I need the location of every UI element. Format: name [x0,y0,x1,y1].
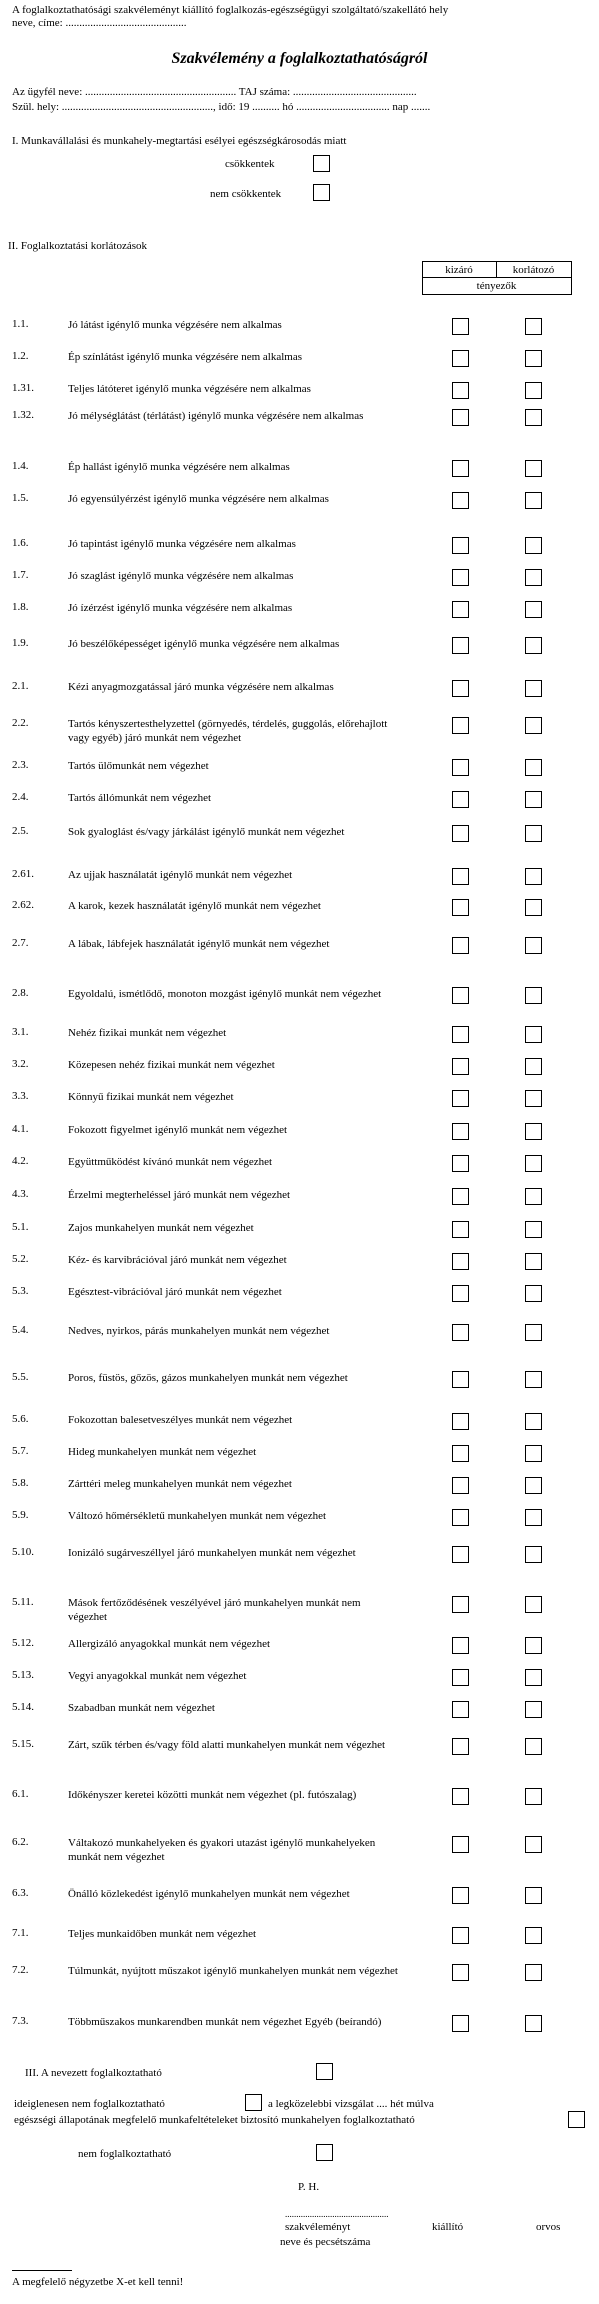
row-number: 2.1. [12,680,29,692]
row-text: Önálló közlekedést igénylő munkahelyen munkát nem végezhet [68,1888,350,1900]
row-text: Tartós állómunkát nem végezhet [68,792,212,804]
checkbox-exclusive[interactable] [452,537,469,554]
checkbox-exclusive[interactable] [452,1285,469,1302]
checkbox-exclusive[interactable] [452,1546,469,1563]
row-number: 5.7. [12,1445,29,1457]
checkbox-limiting[interactable] [525,1188,542,1205]
checkbox-limiting[interactable] [525,791,542,808]
row-text: Nehéz fizikai munkát nem végezhet [68,1027,227,1039]
signature-line: .............................................. [285,2209,389,2219]
row-number: 7.1. [12,1927,29,1939]
row-text: A karok, kezek használatát igénylő munkát nem végezhet [68,900,321,912]
row-text: Könnyű fizikai munkát nem végezhet [68,1091,234,1103]
row-text: Váltakozó munkahelyeken és gyakori utazást igénylő munkahelyeken munkát nem végezhet [68,1837,376,1863]
checkbox-limiting[interactable] [525,1413,542,1430]
checkbox-exclusive[interactable] [452,409,469,426]
checkbox-limiting[interactable] [525,759,542,776]
row-number: 5.8. [12,1477,29,1489]
not-employable-label: nem foglalkoztatható [78,2148,172,2160]
checkbox-exclusive[interactable] [452,492,469,509]
footnote: A megfelelő négyzetbe X-et kell tenni! [12,2276,184,2288]
row-text: Tartós ülőmunkát nem végezhet [68,760,209,772]
provider-name-line: neve, címe: ............................................ [12,17,187,29]
row-text: Jó beszélőképességet igénylő munka végzésére nem alkalmas [68,638,340,650]
checkbox-limiting[interactable] [525,899,542,916]
row-number: 7.2. [12,1964,29,1976]
checkbox-exclusive[interactable] [452,1324,469,1341]
row-number: 5.10. [12,1546,34,1558]
provider-line: A foglalkoztathatósági szakvéleményt kiállító foglalkozás-egészségügyi szolgáltató/szakellátó hely [12,4,449,16]
row-text: Vegyi anyagokkal munkát nem végezhet [68,1670,247,1682]
row-text: Érzelmi megterheléssel járó munkát nem végezhet [68,1189,291,1201]
row-number: 5.14. [12,1701,34,1713]
checkbox-exclusive[interactable] [452,759,469,776]
checkbox-temporary-not-employable[interactable] [245,2094,262,2111]
checkbox-limiting[interactable] [525,1836,542,1853]
checkbox-exclusive[interactable] [452,569,469,586]
checkbox-exclusive[interactable] [452,1596,469,1613]
row-number: 2.4. [12,791,29,803]
checkbox-limiting[interactable] [525,2015,542,2032]
checkbox-limiting[interactable] [525,637,542,654]
checkbox-exclusive[interactable] [452,1445,469,1462]
checkbox-limiting[interactable] [525,1546,542,1563]
checkbox-reduced[interactable] [313,155,330,172]
row-text: Fokozott figyelmet igénylő munkát nem végezhet [68,1124,288,1136]
row-number: 5.4. [12,1324,29,1336]
checkbox-conditional-employable[interactable] [568,2111,585,2128]
checkbox-exclusive[interactable] [452,791,469,808]
checkbox-limiting[interactable] [525,825,542,842]
checkbox-limiting[interactable] [525,937,542,954]
checkbox-exclusive[interactable] [452,1253,469,1270]
checkbox-exclusive[interactable] [452,1090,469,1107]
row-text: Ép hallást igénylő munka végzésére nem alkalmas [68,461,290,473]
row-text: Tartós kényszertesthelyzettel (görnyedés, térdelés, guggolás, előrehajlott vagy egyéb) járó munkát nem végezhet [68,718,388,744]
row-number: 2.5. [12,825,29,837]
row-text: Kéz- és karvibrációval járó munkát nem végezhet [68,1254,287,1266]
section1-heading: I. Munkavállalási és munkahely-megtartási esélyei egészségkárosodás miatt [12,135,347,147]
checkbox-limiting[interactable] [525,1788,542,1805]
checkbox-limiting[interactable] [525,868,542,885]
checkbox-exclusive[interactable] [452,1221,469,1238]
checkbox-limiting[interactable] [525,409,542,426]
row-text: Jó látást igénylő munka végzésére nem alkalmas [68,319,282,331]
checkbox-exclusive[interactable] [452,1371,469,1388]
checkbox-exclusive[interactable] [452,1509,469,1526]
row-number: 5.11. [12,1596,34,1608]
row-number: 2.3. [12,759,29,771]
checkbox-exclusive[interactable] [452,637,469,654]
checkbox-exclusive[interactable] [452,1701,469,1718]
row-number: 1.5. [12,492,29,504]
checkbox-limiting[interactable] [525,680,542,697]
row-text: Közepesen nehéz fizikai munkát nem végezhet [68,1059,275,1071]
checkbox-exclusive[interactable] [452,350,469,367]
row-number: 5.9. [12,1509,29,1521]
checkbox-limiting[interactable] [525,987,542,1004]
row-text: Többműszakos munkarendben munkát nem végezhet Egyéb (beírandó) [68,2016,382,2028]
conditional-employable-label: egészségi állapotának megfelelő munkafeltételeket biztosító munkahelyen foglalkoztatható [14,2114,415,2126]
checkbox-exclusive[interactable] [452,1477,469,1494]
checkbox-limiting[interactable] [525,492,542,509]
checkbox-limiting[interactable] [525,1026,542,1043]
page-title: Szakvélemény a foglalkoztathatóságról [171,50,428,67]
row-number: 2.61. [12,868,34,880]
row-text: Zárttéri meleg munkahelyen munkát nem végezhet [68,1478,292,1490]
checkbox-exclusive[interactable] [452,899,469,916]
checkbox-exclusive[interactable] [452,1738,469,1755]
checkbox-limiting[interactable] [525,1596,542,1613]
row-text: Mások fertőződésének veszélyével járó munkahelyen munkát nem végezhet [68,1597,361,1623]
row-text: Jó mélységlátást (térlátást) igénylő munka végzésére nem alkalmas [68,410,364,422]
checkbox-exclusive[interactable] [452,717,469,734]
checkbox-limiting[interactable] [525,382,542,399]
row-text: Ép színlátást igénylő munka végzésére nem alkalmas [68,351,302,363]
row-number: 6.1. [12,1788,29,1800]
row-text: Fokozottan balesetveszélyes munkát nem végezhet [68,1414,293,1426]
signature-label-doctor: orvos [536,2221,561,2233]
signature-label-issuer: kiállító [432,2221,464,2233]
row-text: Túlmunkát, nyújtott műszakot igénylő munkahelyen munkát nem végezhet [68,1965,398,1977]
checkbox-exclusive[interactable] [452,460,469,477]
row-text: Jó szaglást igénylő munka végzésére nem alkalmas [68,570,294,582]
checkbox-exclusive[interactable] [452,1788,469,1805]
checkbox-limiting[interactable] [525,1738,542,1755]
row-number: 5.3. [12,1285,29,1297]
row-number: 5.13. [12,1669,34,1681]
row-text: Nedves, nyirkos, párás munkahelyen munkát nem végezhet [68,1325,330,1337]
row-text: Kézi anyagmozgatással járó munka végzésére nem alkalmas [68,681,334,693]
row-text: Időkényszer keretei közötti munkát nem végezhet (pl. futószalag) [68,1789,357,1801]
checkbox-not-reduced[interactable] [313,184,330,201]
checkbox-exclusive[interactable] [452,1669,469,1686]
temporary-not-employable-label: ideiglenesen nem foglalkoztatható [14,2098,165,2110]
checkbox-limiting[interactable] [525,569,542,586]
row-number: 1.6. [12,537,29,549]
row-number: 7.3. [12,2015,29,2027]
checkbox-exclusive[interactable] [452,601,469,618]
signature-label-name-seal: neve és pecsétszáma [280,2236,371,2248]
row-text: Jó tapintást igénylő munka végzésére nem alkalmas [68,538,296,550]
checkbox-employable[interactable] [316,2063,333,2080]
row-number: 5.5. [12,1371,29,1383]
row-number: 4.2. [12,1155,29,1167]
row-number: 3.3. [12,1090,29,1102]
checkbox-limiting[interactable] [525,1090,542,1107]
checkbox-limiting[interactable] [525,1155,542,1172]
checkbox-limiting[interactable] [525,1701,542,1718]
row-number: 5.12. [12,1637,34,1649]
row-text: Allergizáló anyagokkal munkát nem végezhet [68,1638,271,1650]
checkbox-not-employable[interactable] [316,2144,333,2161]
row-number: 3.1. [12,1026,29,1038]
row-text: Egésztest-vibrációval járó munkát nem végezhet [68,1286,282,1298]
row-text: Együttműködést kívánó munkát nem végezhet [68,1156,273,1168]
client-name-line: Az ügyfél neve: ....................................................... TAJ száma: ............................................. [12,86,417,98]
checkbox-limiting[interactable] [525,1253,542,1270]
checkbox-exclusive[interactable] [452,1927,469,1944]
checkbox-limiting[interactable] [525,1927,542,1944]
section2-heading: II. Foglalkoztatási korlátozások [8,240,147,252]
signature-label-opinion: szakvéleményt [285,2221,351,2233]
row-text: A lábak, lábfejek használatát igénylő munkát nem végezhet [68,938,330,950]
row-number: 1.31. [12,382,34,394]
column-subheader-factors: tényezők [476,280,517,292]
checkbox-exclusive[interactable] [452,1123,469,1140]
option-label-not-reduced: nem csökkentek [210,188,282,200]
checkbox-exclusive[interactable] [452,1058,469,1075]
row-number: 2.8. [12,987,29,999]
row-number: 2.62. [12,899,34,911]
footnote-rule [12,2270,72,2271]
checkbox-limiting[interactable] [525,1371,542,1388]
section3-heading: III. A nevezett foglalkoztatható [25,2067,162,2079]
row-text: Változó hőmérsékletű munkahelyen munkát nem végezhet [68,1510,327,1522]
checkbox-exclusive[interactable] [452,1637,469,1654]
row-text: Teljes munkaidőben munkát nem végezhet [68,1928,257,1940]
row-number: 1.32. [12,409,34,421]
row-number: 1.9. [12,637,29,649]
row-text: Jó ízérzést igénylő munka végzésére nem alkalmas [68,602,293,614]
checkbox-exclusive[interactable] [452,1964,469,1981]
checkbox-exclusive[interactable] [452,1155,469,1172]
row-number: 1.1. [12,318,29,330]
row-text: Sok gyaloglást és/vagy járkálást igénylő munkát nem végezhet [68,826,345,838]
checkbox-exclusive[interactable] [452,987,469,1004]
option-label-reduced: csökkentek [225,158,275,170]
row-text: Jó egyensúlyérzést igénylő munka végzésére nem alkalmas [68,493,329,505]
checkbox-limiting[interactable] [525,601,542,618]
row-number: 5.6. [12,1413,29,1425]
row-text: Szabadban munkát nem végezhet [68,1702,215,1714]
checkbox-exclusive[interactable] [452,318,469,335]
row-text: Zárt, szűk térben és/vagy föld alatti munkahelyen munkát nem végezhet [68,1739,386,1751]
checkbox-limiting[interactable] [525,1123,542,1140]
checkbox-exclusive[interactable] [452,937,469,954]
row-number: 5.15. [12,1738,34,1750]
checkbox-exclusive[interactable] [452,1887,469,1904]
checkbox-limiting[interactable] [525,1221,542,1238]
checkbox-limiting[interactable] [525,1669,542,1686]
row-number: 1.8. [12,601,29,613]
row-number: 2.2. [12,717,29,729]
checkbox-limiting[interactable] [525,460,542,477]
row-text: Egyoldalú, ismétlődő, monoton mozgást igénylő munkát nem végezhet [68,988,382,1000]
checkbox-limiting[interactable] [525,1637,542,1654]
checkbox-limiting[interactable] [525,350,542,367]
checkbox-limiting[interactable] [525,318,542,335]
row-text: Teljes látóteret igénylő munka végzésére nem alkalmas [68,383,311,395]
stamp-placeholder: P. H. [298,2181,320,2193]
row-text: Zajos munkahelyen munkát nem végezhet [68,1222,254,1234]
checkbox-exclusive[interactable] [452,825,469,842]
checkbox-limiting[interactable] [525,1509,542,1526]
checkbox-exclusive[interactable] [452,1026,469,1043]
client-birth-line: Szül. hely: ......................................................., idő: 19 .......... hó .................................. nap ....... [12,101,431,113]
row-number: 4.1. [12,1123,29,1135]
checkbox-limiting[interactable] [525,1058,542,1075]
row-number: 1.2. [12,350,29,362]
checkbox-limiting[interactable] [525,717,542,734]
checkbox-limiting[interactable] [525,1324,542,1341]
checkbox-exclusive[interactable] [452,382,469,399]
row-number: 4.3. [12,1188,29,1200]
row-text: Hideg munkahelyen munkát nem végezhet [68,1446,257,1458]
row-number: 1.4. [12,460,29,472]
column-header-exclusive: kizáró [445,264,473,276]
checkbox-exclusive[interactable] [452,1188,469,1205]
next-exam-label: a legközelebbi vizsgálat .... hét múlva [268,2098,434,2110]
checkbox-limiting[interactable] [525,1445,542,1462]
row-number: 1.7. [12,569,29,581]
checkbox-limiting[interactable] [525,1285,542,1302]
checkbox-exclusive[interactable] [452,680,469,697]
checkbox-limiting[interactable] [525,1887,542,1904]
checkbox-limiting[interactable] [525,1964,542,1981]
row-text: Az ujjak használatát igénylő munkát nem végezhet [68,869,293,881]
row-text: Poros, füstös, gőzös, gázos munkahelyen munkát nem végezhet [68,1372,348,1384]
checkbox-exclusive[interactable] [452,2015,469,2032]
checkbox-limiting[interactable] [525,537,542,554]
checkbox-exclusive[interactable] [452,1413,469,1430]
row-number: 6.3. [12,1887,29,1899]
row-text: Ionizáló sugárveszéllyel járó munkahelyen munkát nem végezhet [68,1547,356,1559]
column-header-limiting: korlátozó [512,264,555,276]
checkbox-exclusive[interactable] [452,1836,469,1853]
row-number: 2.7. [12,937,29,949]
row-number: 5.1. [12,1221,29,1233]
row-number: 6.2. [12,1836,29,1848]
row-number: 3.2. [12,1058,29,1070]
row-number: 5.2. [12,1253,29,1265]
checkbox-limiting[interactable] [525,1477,542,1494]
checkbox-exclusive[interactable] [452,868,469,885]
